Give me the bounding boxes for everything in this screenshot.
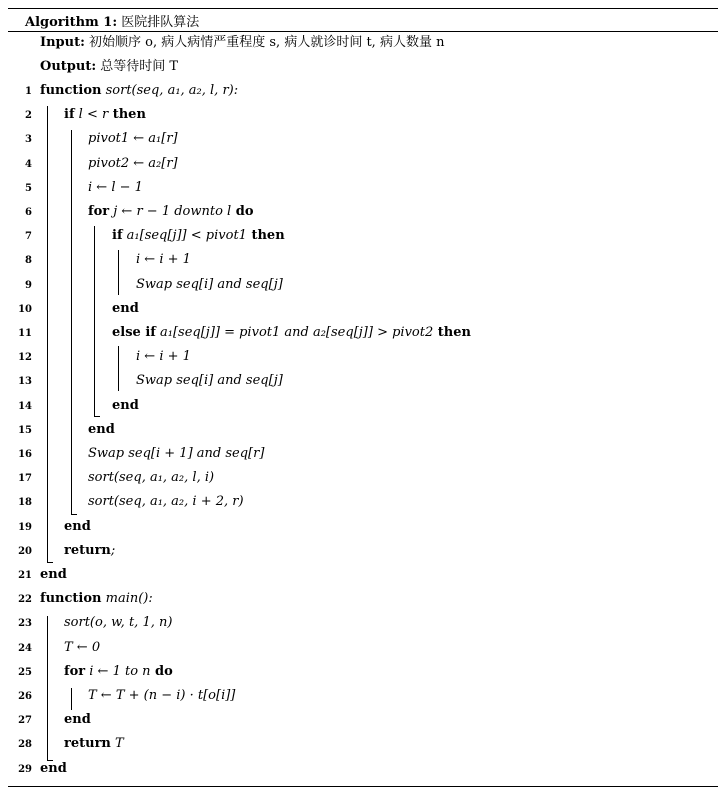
line-number: 23 xyxy=(18,618,32,630)
line-number: 27 xyxy=(18,715,32,727)
line-number: 28 xyxy=(18,739,32,751)
line-code xyxy=(64,662,173,682)
indent-bar-if-inner xyxy=(118,250,119,295)
caption-label: Algorithm 1: xyxy=(25,15,118,30)
line-number: 4 xyxy=(25,158,32,170)
line-code xyxy=(88,444,264,464)
statement-text: T ← 0 xyxy=(64,639,101,655)
line-number: 16 xyxy=(18,449,32,460)
line-code xyxy=(64,613,172,633)
caption-title: 医院排队算法 xyxy=(121,15,200,30)
line-number: 11 xyxy=(18,328,32,339)
line-code xyxy=(88,686,235,706)
input-text: 初始顺序 o, 病人病情严重程度 s, 病人就诊时间 t, 病人数量 n xyxy=(89,35,445,50)
statement-text: a₁[seq[j]] < pivot1 xyxy=(122,228,247,244)
keyword: end xyxy=(112,300,139,316)
line-number: 24 xyxy=(18,642,32,654)
line-code xyxy=(136,347,191,367)
statement-text: a₁[seq[j]] = pivot1 and a₂[seq[j]] > pivot2 xyxy=(155,325,434,340)
line-number: 10 xyxy=(18,303,32,315)
line-code xyxy=(88,420,115,440)
output-label: Output: xyxy=(40,59,97,74)
statement-text: T xyxy=(110,736,124,752)
statement-text: pivot1 ← a₁[r] xyxy=(88,131,178,147)
indent-bar-for-body xyxy=(94,226,95,417)
line-number: 1 xyxy=(25,86,32,97)
line-code xyxy=(88,178,143,198)
keyword: for xyxy=(64,663,86,679)
keyword: function xyxy=(40,83,102,98)
line-number: 22 xyxy=(18,594,32,606)
line-number: 12 xyxy=(18,352,32,364)
line-number: 26 xyxy=(18,691,32,702)
line-number: 29 xyxy=(18,763,32,775)
top-rule xyxy=(8,8,718,9)
keyword: end xyxy=(64,712,91,728)
statement-text: i ← i + 1 xyxy=(136,252,191,268)
statement-text: sort(seq, a₁, a₂, i + 2, r) xyxy=(88,494,244,510)
line-code xyxy=(88,202,254,222)
keyword: if xyxy=(112,228,123,244)
keyword-suffix: then xyxy=(108,107,146,123)
statement-text: j ← r − 1 downto l xyxy=(109,204,232,219)
statement-text: sort(seq, a₁, a₂, l, r): xyxy=(101,83,239,98)
line-number: 2 xyxy=(25,110,32,122)
line-number: 25 xyxy=(18,666,32,678)
line-code xyxy=(112,299,139,319)
keyword: end xyxy=(64,518,91,534)
line-code xyxy=(136,371,283,391)
statement-text: Swap seq[i] and seq[j] xyxy=(136,373,283,389)
statement-text: i ← 1 to n xyxy=(85,663,151,679)
line-number: 18 xyxy=(18,497,32,509)
statement-text: sort(seq, a₁, a₂, l, i) xyxy=(88,470,215,486)
line-code xyxy=(64,105,146,125)
line-number: 3 xyxy=(25,134,32,146)
statement-text: Swap seq[i + 1] and seq[r] xyxy=(88,446,265,461)
line-number: 13 xyxy=(18,376,32,388)
indent-bar-sort-body xyxy=(47,106,48,563)
line-code xyxy=(64,710,91,730)
keyword-suffix: then xyxy=(246,228,285,244)
statement-text: ; xyxy=(110,542,116,558)
line-code xyxy=(40,81,238,101)
keyword: function xyxy=(40,591,102,607)
line-number: 8 xyxy=(25,255,32,267)
keyword: end xyxy=(40,760,67,776)
line-number: 9 xyxy=(25,279,32,291)
statement-text: Swap seq[i] and seq[j] xyxy=(136,276,283,292)
line-code xyxy=(112,226,285,246)
line-code xyxy=(88,129,178,149)
keyword-suffix: do xyxy=(150,663,173,679)
line-number: 7 xyxy=(25,231,32,243)
line-number: 19 xyxy=(18,521,32,533)
statement-text: T ← T + (n − i) · t[o[i]] xyxy=(88,688,236,703)
indent-bar-main-body xyxy=(47,616,48,761)
line-code xyxy=(64,638,100,658)
input-label: Input: xyxy=(40,35,85,50)
line-number: 14 xyxy=(18,400,32,412)
indent-bar-main-for xyxy=(71,688,72,710)
line-code xyxy=(40,589,153,609)
statement-text: sort(o, w, t, 1, n) xyxy=(64,615,173,631)
line-code xyxy=(64,734,124,754)
line-code xyxy=(88,492,244,512)
keyword: end xyxy=(40,567,67,582)
line-code xyxy=(88,154,178,174)
output-text: 总等待时间 T xyxy=(100,59,179,74)
line-code xyxy=(88,468,214,488)
keyword: if xyxy=(64,107,75,123)
line-code xyxy=(136,250,191,270)
line-number: 17 xyxy=(18,473,32,485)
keyword: end xyxy=(112,397,139,413)
statement-text: l < r xyxy=(74,107,109,123)
keyword-suffix: then xyxy=(433,325,471,340)
caption-rule xyxy=(8,31,718,32)
line-number: 6 xyxy=(25,207,32,218)
line-code xyxy=(64,517,91,537)
line-number: 20 xyxy=(18,545,32,557)
line-number: 21 xyxy=(18,570,32,581)
indent-bar-if-body xyxy=(71,130,72,515)
indent-bar-elseif-inner xyxy=(118,346,119,391)
line-code xyxy=(112,323,471,343)
line-code xyxy=(40,759,67,779)
bottom-rule xyxy=(8,786,718,787)
keyword: return xyxy=(64,736,111,752)
line-code xyxy=(136,275,283,295)
statement-text: i ← i + 1 xyxy=(136,349,191,365)
statement-text: i ← l − 1 xyxy=(88,179,143,195)
line-code xyxy=(64,541,115,561)
keyword-suffix: do xyxy=(231,204,254,219)
keyword: else if xyxy=(112,325,156,340)
keyword: return xyxy=(64,542,111,558)
line-number: 5 xyxy=(25,182,32,194)
keyword: end xyxy=(88,421,115,437)
line-number: 15 xyxy=(18,424,32,436)
line-code xyxy=(40,565,67,585)
algorithm-caption xyxy=(25,11,199,30)
keyword: for xyxy=(88,204,110,219)
statement-text: main(): xyxy=(101,591,153,607)
statement-text: pivot2 ← a₂[r] xyxy=(88,155,178,171)
line-code xyxy=(112,396,139,416)
